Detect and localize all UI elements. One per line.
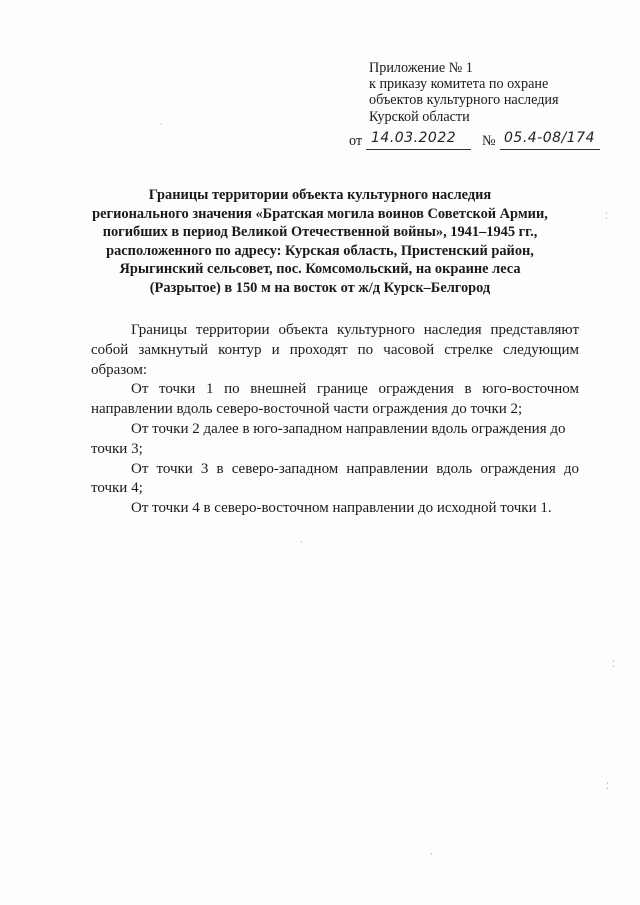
body-line: Границы территории объекта культурного наследия представляют [131,322,579,338]
body-line: направлении вдоль северо-восточной части ограждения до точки 2; [91,401,523,418]
body-line: образом: [91,361,148,378]
appendix-header [369,60,619,125]
handwritten-date: 14.03.2022 [371,130,457,146]
body-line: точки 3; [91,440,143,457]
body-line: точки 4; [91,480,143,497]
document-body [91,321,579,519]
date-underline [366,149,471,150]
title-line: погибших в период Великой Отечественной войны», 1941–1945 гг., [102,224,538,241]
order-date-number-line [349,130,609,153]
scan-speck: ⁚ [612,660,615,670]
scan-speck: · [300,538,303,548]
number-underline [500,149,600,150]
body-line: От точки 3 в северо-западном направлении вдоль ограждения до [131,460,579,477]
appendix-region: Курской области [369,108,470,125]
appendix-title: Приложение № 1 [369,60,473,76]
appendix-committee: объектов культурного наследия [369,92,559,109]
document-title [60,186,580,298]
title-line: регионального значения «Братская могила воинов Советской Армии, [92,205,548,222]
appendix-order-ref: к приказу комитета по охране [369,76,549,93]
scan-speck: ⁚ [606,782,609,792]
title-line: Границы территории объекта культурного наследия [148,187,492,203]
body-line: От точки 1 по внешней границе ограждения в юго-восточном [131,381,579,398]
date-prefix: от [349,133,363,149]
body-line: От точки 4 в северо-восточном направлении до исходной точки 1. [131,500,552,517]
scan-speck: · [430,850,433,860]
body-line: собой замкнутый контур и проходят по часовой стрелке следующим [91,341,579,358]
scan-speck: ⁚ [605,212,608,222]
title-line: Ярыгинский сельсовет, пос. Комсомольский, на окраине леса [119,261,521,278]
scan-speck: · [160,120,163,130]
title-line: (Разрытое) в 150 м на восток от ж/д Курск–Белгород [149,279,491,296]
body-line: От точки 2 далее в юго-западном направлении вдоль ограждения до [131,420,566,437]
title-line: расположенного по адресу: Курская область, Пристенский район, [106,242,534,259]
handwritten-number: 05.4-08/174 [504,130,595,146]
number-prefix: № [482,133,496,149]
